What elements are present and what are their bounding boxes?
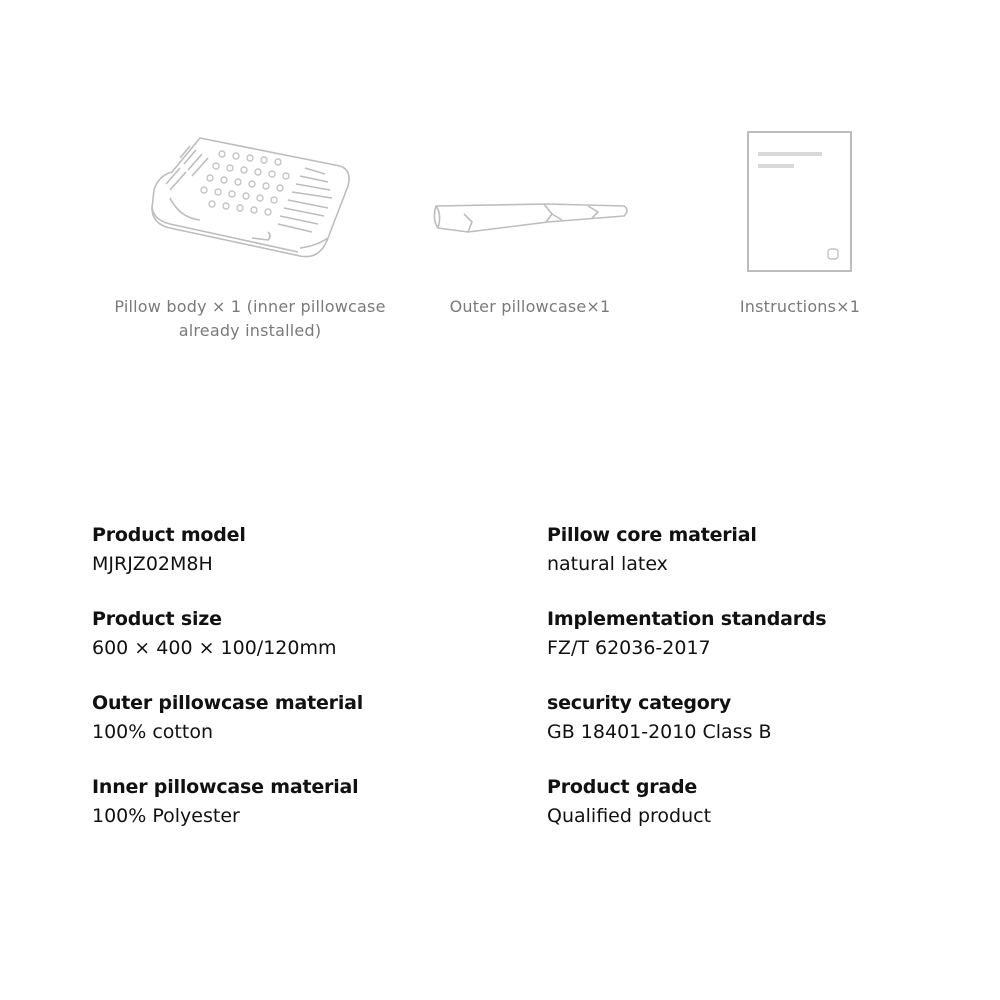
spec-value: 100% Polyester — [92, 805, 240, 827]
spec-pillow-core-material — [547, 522, 967, 579]
pillowcase-icon — [428, 192, 632, 242]
pillow-icon — [140, 128, 360, 268]
spec-inner-pillowcase-material — [92, 774, 512, 831]
spec-label: Product grade — [547, 776, 698, 798]
spec-implementation-standards — [547, 606, 967, 663]
spec-value: GB 18401-2010 Class B — [547, 721, 772, 743]
pillowcase-caption: Outer pillowcase×1 — [449, 297, 611, 316]
spec-outer-pillowcase-material — [92, 690, 512, 747]
spec-product-grade — [547, 774, 967, 831]
spec-label: Outer pillowcase material — [92, 692, 364, 714]
manual-illustration — [746, 130, 854, 274]
manual-caption: Instructions×1 — [739, 297, 861, 316]
spec-value: 100% cotton — [92, 721, 213, 743]
spec-label: security category — [547, 692, 732, 714]
spec-value: 600 × 400 × 100/120mm — [92, 637, 337, 659]
pillow-caption: Pillow body × 1 (inner pillowcase already installed) — [114, 297, 386, 340]
spec-label: Inner pillowcase material — [92, 776, 359, 798]
spec-product-model — [92, 522, 512, 579]
spec-label: Product size — [92, 608, 222, 630]
spec-value: FZ/T 62036-2017 — [547, 637, 711, 659]
pillow-illustration — [140, 128, 360, 268]
spec-value: natural latex — [547, 553, 668, 575]
spec-product-size — [92, 606, 512, 663]
spec-security-category — [547, 690, 967, 747]
pillowcase-illustration — [428, 192, 632, 242]
spec-label: Pillow core material — [547, 524, 757, 546]
spec-value: Qualified product — [547, 805, 712, 827]
manual-icon — [746, 130, 854, 274]
spec-value: MJRJZ02M8H — [92, 553, 213, 575]
spec-label: Product model — [92, 524, 246, 546]
spec-label: Implementation standards — [547, 608, 827, 630]
